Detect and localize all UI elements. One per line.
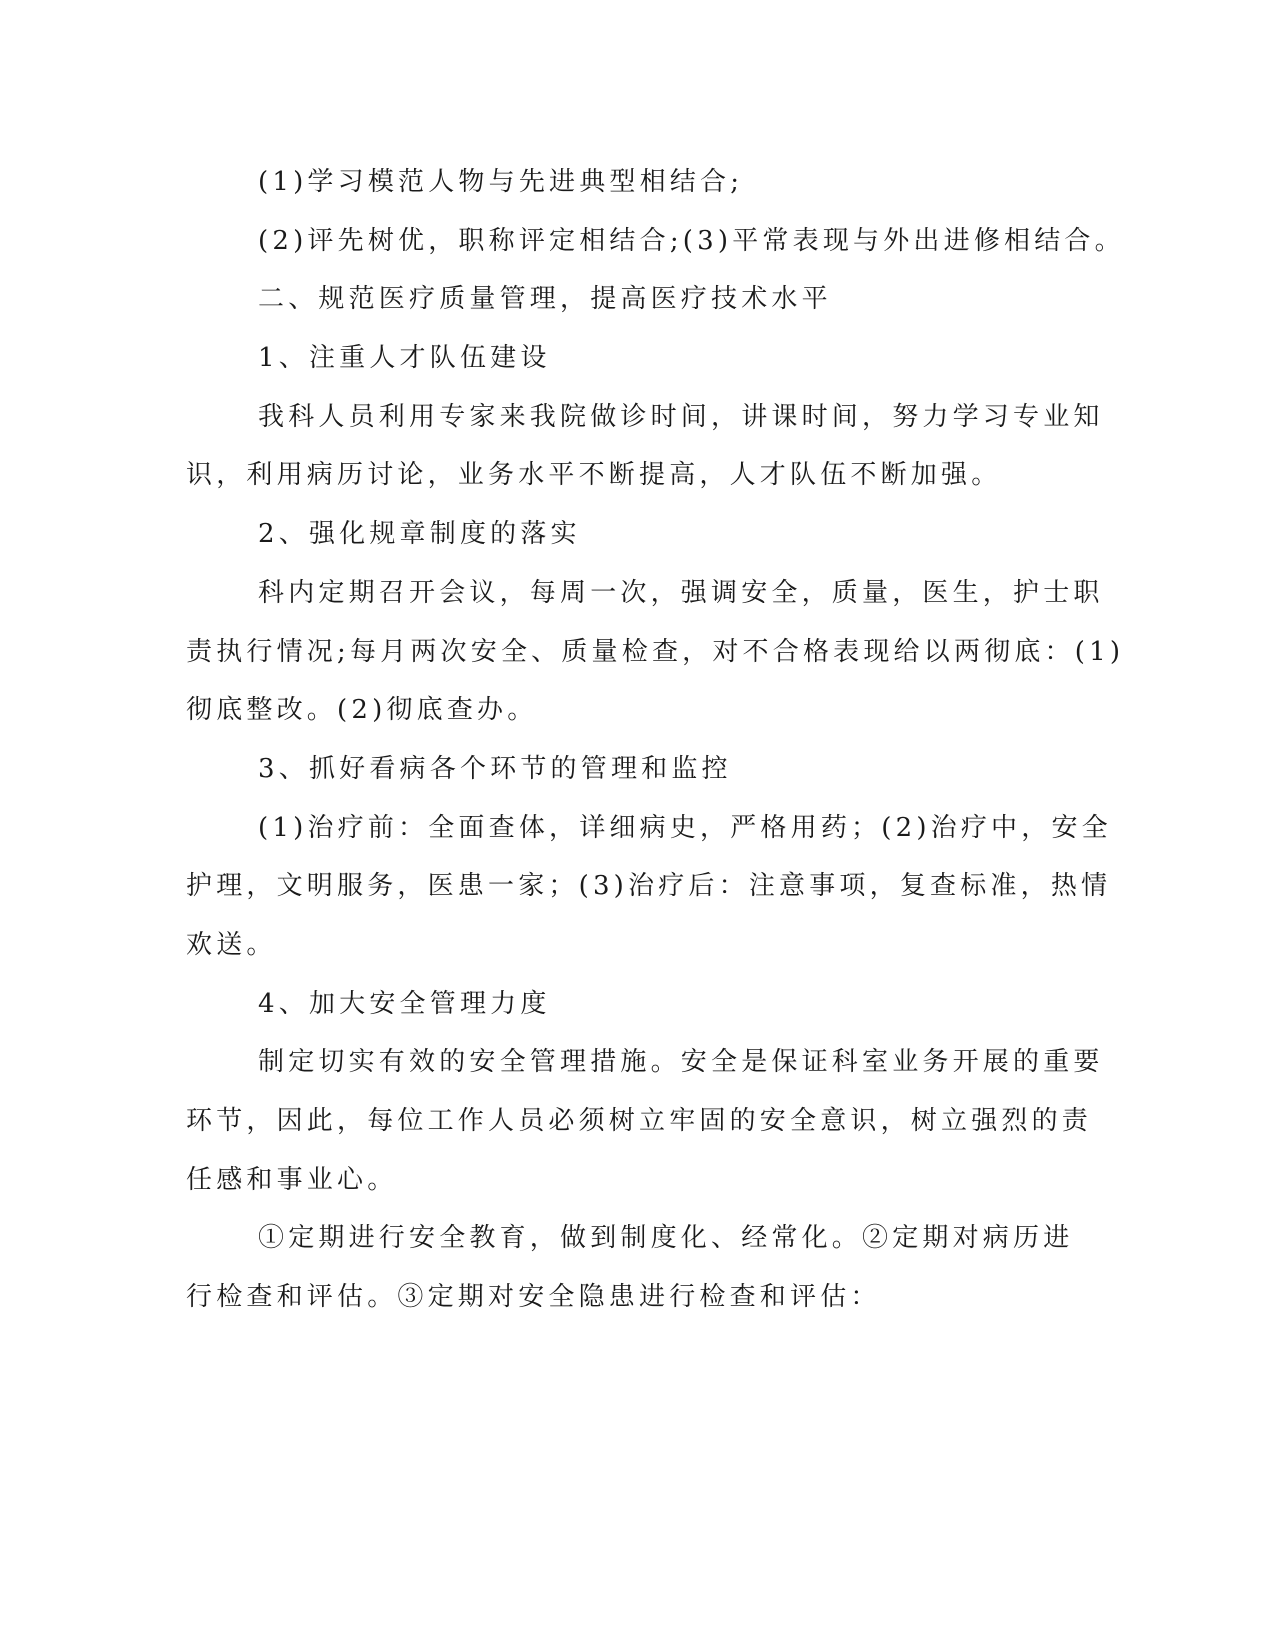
list-item-evaluation: (2)评先树优，职称评定相结合;(3)平常表现与外出进修相结合。: [258, 226, 1125, 256]
subheading-talent-team: 1、注重人才队伍建设: [258, 343, 551, 373]
paragraph-talent-line-2: 识，利用病历讨论，业务水平不断提高，人才队伍不断加强。: [186, 460, 1002, 490]
subheading-monitoring: 3、抓好看病各个环节的管理和监控: [258, 754, 732, 784]
paragraph-talent-line-1: 我科人员利用专家来我院做诊时间，讲课时间，努力学习专业知: [258, 402, 1104, 432]
paragraph-regulations-line-2: 责执行情况;每月两次安全、质量检查，对不合格表现给以两彻底：(1): [186, 637, 1125, 667]
paragraph-regulations-line-1: 科内定期召开会议，每周一次，强调安全，质量，医生，护士职: [258, 578, 1104, 608]
paragraph-safety-line-2: 环节，因此，每位工作人员必须树立牢固的安全意识，树立强烈的责: [186, 1106, 1093, 1136]
subheading-safety: 4、加大安全管理力度: [258, 989, 551, 1019]
paragraph-regulations-line-3: 彻底整改。(2)彻底查办。: [186, 695, 538, 725]
list-item-study-models: (1)学习模范人物与先进典型相结合;: [258, 167, 744, 197]
paragraph-monitoring-line-2: 护理，文明服务，医患一家；(3)治疗后：注意事项，复查标准，热情: [186, 871, 1112, 901]
paragraph-safety-line-3: 任感和事业心。: [186, 1165, 398, 1195]
paragraph-safety-measures-line-1: ①定期进行安全教育，做到制度化、经常化。②定期对病历进: [258, 1223, 1074, 1253]
section-heading-quality-management: 二、规范医疗质量管理，提高医疗技术水平: [258, 284, 832, 314]
paragraph-monitoring-line-3: 欢送。: [186, 930, 277, 960]
paragraph-safety-measures-line-2: 行检查和评估。③定期对安全隐患进行检查和评估：: [186, 1282, 881, 1312]
paragraph-monitoring-line-1: (1)治疗前：全面查体，详细病史，严格用药；(2)治疗中，安全: [258, 813, 1112, 843]
subheading-regulations: 2、强化规章制度的落实: [258, 519, 581, 549]
paragraph-safety-line-1: 制定切实有效的安全管理措施。安全是保证科室业务开展的重要: [258, 1047, 1104, 1077]
